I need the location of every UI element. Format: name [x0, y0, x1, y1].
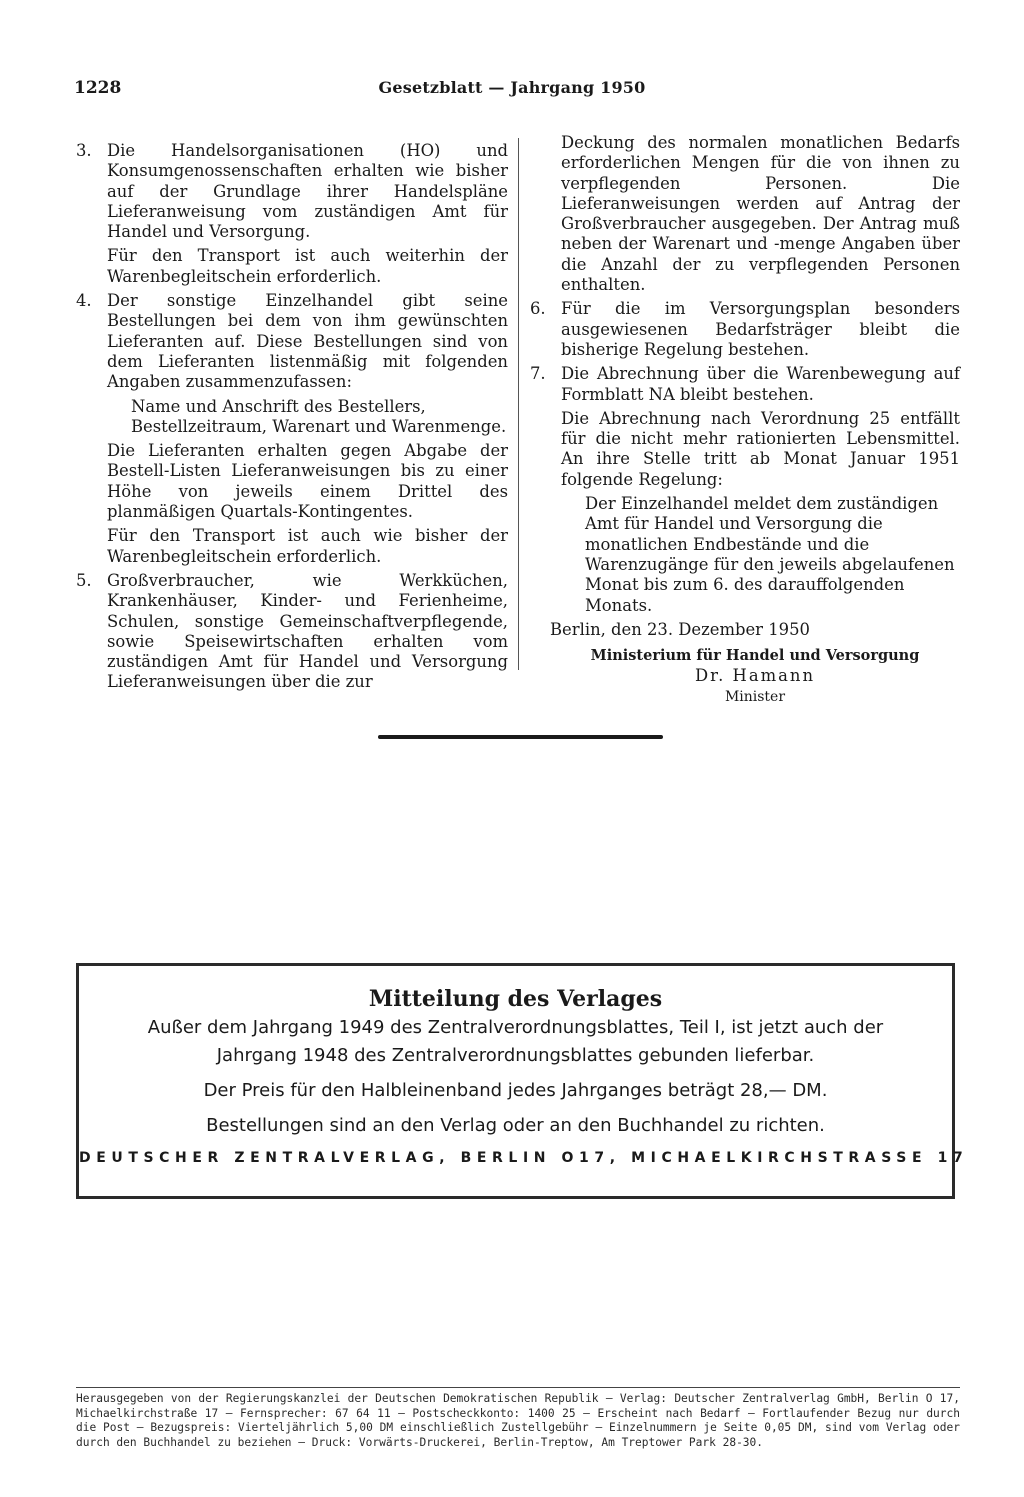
notice-line: Bestellungen sind an den Verlag oder an den Buchhandel zu richten. [206, 1115, 825, 1136]
item-number: 4. [76, 291, 92, 311]
indented-paragraph: Name und Anschrift des Bestellers, Bestellzeitraum, Warenart und Warenmenge. [131, 396, 507, 436]
paragraph: Großverbraucher, wie Werkküchen, Krankenhäuser, Kinder- und Ferienheime, Schulen, sonstige Gemeinschaftverpflegende, sowie Speisewirtschaften erhalten vom zuständigen Amt für Handel und Versorgung Lieferanweisungen über die zur [107, 570, 508, 692]
item-7 [530, 364, 960, 616]
notice-line: Außer dem Jahrgang 1949 des Zentralverordnungsblattes, Teil I, ist jetzt auch der [147, 1017, 884, 1038]
place-date: Berlin, den 23. Dezember 1950 [550, 619, 810, 639]
item-number: 3. [76, 141, 92, 160]
item-number: 5. [76, 570, 92, 590]
publisher-address: DEUTSCHER ZENTRALVERLAG, BERLIN O17, MICHAELKIRCHSTRASSE 17 [79, 1150, 969, 1166]
section-end-rule [378, 735, 663, 739]
item-5 [76, 571, 508, 693]
paragraph: Die Handelsorganisationen (HO) und Konsumgenossenschaften erhalten wie bisher auf der Grundlage ihrer Handelspläne Lieferanweisung vom zuständigen Amt für Handel und Versorgung. [107, 141, 508, 242]
publisher-notice [76, 963, 969, 1199]
notice-line: Jahrgang 1948 des Zentralverordnungsblattes gebunden lieferbar. [216, 1045, 815, 1066]
paragraph: Die Abrechnung über die Warenbewegung auf Formblatt NA bleibt bestehen. [561, 364, 960, 404]
signer-title: Minister [724, 688, 786, 705]
paragraph: Die Abrechnung nach Verordnung 25 entfällt für die nicht mehr rationierten Lebensmittel. An ihre Stelle tritt ab Monat Januar 1951 folgende Regelung: [561, 408, 960, 489]
item-number: 7. [530, 364, 546, 384]
paragraph: Für die im Versorgungsplan besonders ausgewiesenen Bedarfsträger bleibt die bisherige Regelung bestehen. [561, 299, 960, 359]
paragraph: Die Lieferanten erhalten gegen Abgabe der Bestell-Listen Lieferanweisungen bis zu einer Höhe von jeweils einem Drittel des planmäßigen Quartals-Kontingentes. [107, 441, 508, 522]
left-column [76, 141, 508, 697]
page-number: 1228 [74, 78, 122, 98]
item-5-continuation [530, 133, 960, 295]
ministry-name: Ministerium für Handel und Versorgung [590, 647, 920, 665]
paragraph: Für den Transport ist auch weiterhin der Warenbegleitschein erforderlich. [107, 246, 508, 286]
imprint: Herausgegeben von der Regierungskanzlei der Deutschen Demokratischen Republik — Verlag: Deutscher Zentralverlag GmbH, Berlin O 17, Michaelkirchstraße 17 — Fernsprecher: 67 64 11 — Postscheckkonto: 1400 25 — Erscheint nach Bedarf — Fortlaufender Bezug nur durch die Post — Bezugspreis: Vierteljährlich 5,00 DM einschließlich Zustellgebühr — Einzelnummern je Seite 0,05 DM, sind vom Verlag oder durch den Buchhandel zu beziehen — Druck: Vorwärts-Druckerei, Berlin-Treptow, Am Treptower Park 28-30. [76, 1392, 960, 1449]
imprint-divider [76, 1387, 960, 1388]
paragraph: Der sonstige Einzelhandel gibt seine Bestellungen bei dem von ihm gewünschten Lieferanten auf. Diese Bestellungen sind von dem Lieferanten listenmäßig mit folgenden Angaben zusammenzufassen: [107, 291, 508, 392]
paragraph: Deckung des normalen monatlichen Bedarfs erforderlichen Mengen für die von ihnen zu verpflegenden Personen. Die Lieferanweisungen werden auf Antrag der Großverbraucher ausgegeben. Der Antrag muß neben der Warenart und -menge Angaben über die Anzahl der zu verpflegenden Personen enthalten. [561, 133, 960, 295]
item-number: 6. [530, 299, 546, 319]
item-3 [76, 141, 508, 287]
indented-paragraph: Der Einzelhandel meldet dem zuständigen Amt für Handel und Versorgung die monatlichen Endbestände und die Warenzugänge für den jeweils abgelaufenen Monat bis zum 6. des darauffolgenden Monats. [585, 494, 955, 615]
right-column [530, 133, 960, 707]
notice-title: Mitteilung des Verlages [368, 986, 663, 1012]
running-title: Gesetzblatt — Jahrgang 1950 [378, 78, 646, 97]
column-divider [518, 138, 519, 670]
notice-line: Der Preis für den Halbleinenband jedes Jahrganges beträgt 28,— DM. [203, 1080, 828, 1101]
item-6 [530, 299, 960, 360]
paragraph: Für den Transport ist auch wie bisher der Warenbegleitschein erforderlich. [107, 526, 508, 566]
signer-name: Dr. Hamann [694, 666, 816, 686]
item-4 [76, 291, 508, 567]
